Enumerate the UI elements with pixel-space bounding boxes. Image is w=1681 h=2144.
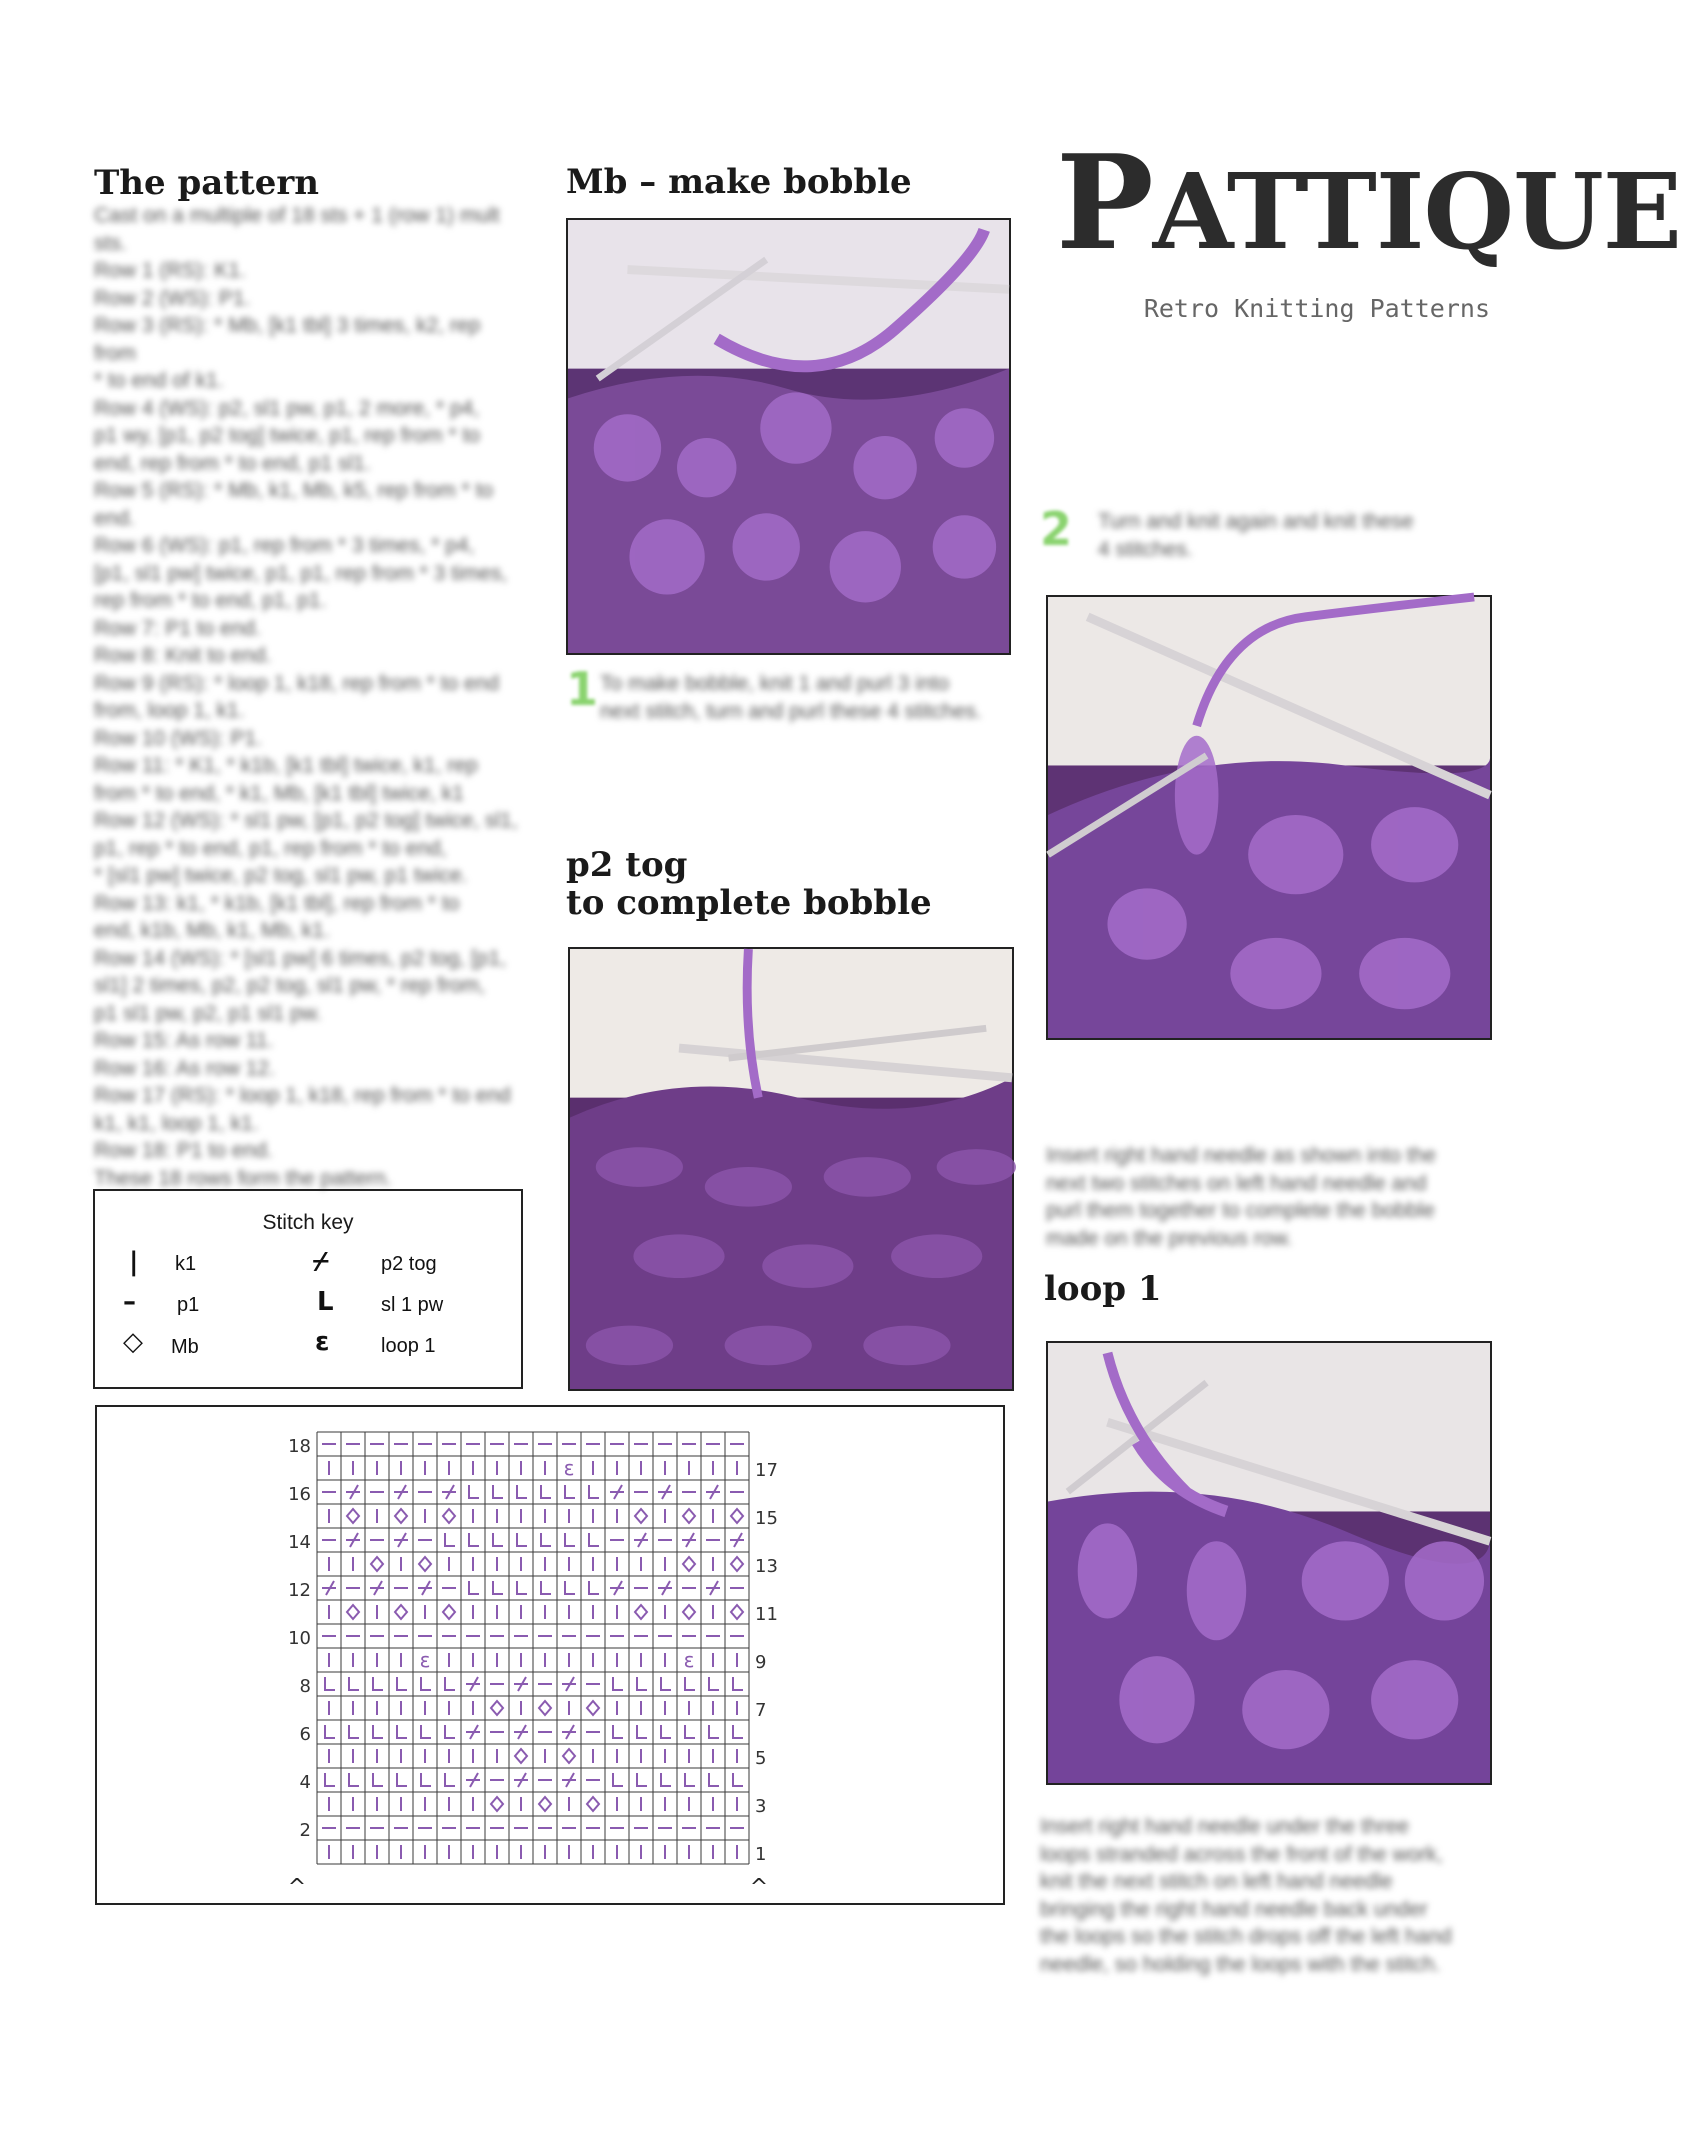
pattern-line: Row 16: As row 12. — [94, 1056, 275, 1080]
sl1pw-stitch — [589, 1533, 599, 1546]
chart-row-label: 6 — [299, 1724, 311, 1745]
sl1pw-stitch — [397, 1677, 407, 1690]
sl1pw-stitch — [541, 1581, 551, 1594]
p2tog-stitch — [562, 1725, 576, 1739]
chart-row-label: 14 — [288, 1532, 311, 1553]
mb-stitch — [587, 1701, 599, 1715]
p2tog-stitch — [682, 1533, 696, 1547]
sl1pw-stitch — [325, 1677, 335, 1690]
pattern-line: Row 2 (WS): P1. — [94, 286, 251, 310]
sl1pw-stitch — [517, 1581, 527, 1594]
stitch-key-label-p1: p1 — [177, 1294, 200, 1316]
mb-stitch — [371, 1557, 383, 1571]
chart-row-label: 4 — [299, 1772, 311, 1793]
sl1pw-stitch — [637, 1725, 647, 1738]
knitting-image — [570, 949, 1012, 1389]
p2tog-stitch — [706, 1581, 720, 1595]
sl1pw-stitch — [517, 1485, 527, 1498]
mb-stitch — [683, 1605, 695, 1619]
mb-stitch — [683, 1509, 695, 1523]
loop1-photo — [1046, 1341, 1492, 1785]
pattern-line: Row 3 (RS): * Mb, [k1 tbl] 3 times, k2, rep from — [94, 314, 481, 365]
mb-stitch — [395, 1605, 407, 1619]
sl1pw-stitch — [661, 1677, 671, 1690]
step-number-1: 1 — [566, 662, 599, 716]
pattern-line: sl1] 2 times, p2, p2 tog, sl1 pw, * rep from, — [94, 974, 486, 997]
loop1-stitch: ε — [683, 1648, 695, 1672]
sl1pw-stitch — [349, 1725, 359, 1738]
sl1pw-stitch — [349, 1677, 359, 1690]
p2tog-stitch — [658, 1485, 672, 1499]
p2tog-stitch — [562, 1677, 576, 1691]
sl1pw-stitch — [493, 1581, 503, 1594]
mb-stitch — [731, 1557, 743, 1571]
p2tog-stitch — [394, 1485, 408, 1499]
sl1pw-stitch — [397, 1773, 407, 1786]
sl1pw-symbol-icon: L — [317, 1287, 334, 1317]
sl1pw-stitch — [325, 1773, 335, 1786]
p2tog-stitch — [466, 1725, 480, 1739]
step2-caption: Turn and knit again and knit these 4 stitches. — [1098, 510, 1414, 561]
p2tog-stitch — [346, 1533, 360, 1547]
sl1pw-stitch — [541, 1485, 551, 1498]
sl1pw-stitch — [709, 1725, 719, 1738]
p2tog-stitch — [466, 1677, 480, 1691]
chart-row-label: 11 — [755, 1604, 778, 1625]
mb-stitch — [491, 1701, 503, 1715]
pattern-line: end, rep from * to end, p1 sl1. — [94, 451, 371, 475]
mb-stitch — [587, 1797, 599, 1811]
p2tog-stitch — [370, 1581, 384, 1595]
sl1pw-stitch — [613, 1773, 623, 1786]
pattern-line: Row 18: P1 to end. — [94, 1139, 273, 1162]
logo-tagline: Retro Knitting Patterns — [1143, 294, 1490, 323]
sl1pw-stitch — [733, 1773, 743, 1786]
mb-photo — [566, 218, 1011, 655]
p2tog-stitch — [706, 1485, 720, 1499]
p2tog-stitch — [322, 1581, 336, 1595]
chart-row-label: 13 — [755, 1556, 778, 1577]
pattern-line: Row 11: * K1, * k1b, [k1 tbl] twice, k1, rep — [94, 754, 478, 777]
sl1pw-stitch — [421, 1677, 431, 1690]
sl1pw-stitch — [541, 1533, 551, 1546]
chart-row-label: 16 — [288, 1484, 311, 1505]
mb-stitch — [635, 1509, 647, 1523]
mb-symbol-icon: ◇ — [123, 1327, 143, 1357]
pattern-line: Row 8: Knit to end. — [94, 644, 272, 667]
step2-photo — [1046, 595, 1492, 1040]
loop1-stitch: ε — [419, 1648, 431, 1672]
pattern-line: * [sl1 pw] twice, p2 tog, sl1 pw, p1 twice. — [94, 864, 468, 887]
sl1pw-stitch — [637, 1677, 647, 1690]
pattern-line: Cast on a multiple of 18 sts + 1 (row 1) mult — [94, 204, 500, 227]
pattern-line: These 18 rows form the pattern. — [94, 1166, 392, 1190]
loop1-symbol-icon: ε — [315, 1327, 330, 1357]
mb-stitch — [683, 1557, 695, 1571]
sl1pw-stitch — [661, 1725, 671, 1738]
sl1pw-stitch — [517, 1533, 527, 1546]
step-number-2: 2 — [1040, 502, 1073, 556]
loop1-stitch: ε — [563, 1456, 575, 1480]
p2tog-symbol-icon: ⌿ — [313, 1247, 329, 1277]
chart-row-label: 3 — [755, 1796, 767, 1817]
sl1pw-stitch — [709, 1773, 719, 1786]
pattern-line: Row 6 (WS): p1, rep from * 3 times, * p4, — [94, 534, 475, 557]
stitch-chart-grid — [97, 1407, 1003, 1903]
sl1pw-stitch — [685, 1773, 695, 1786]
chart-row-label: 7 — [755, 1700, 767, 1721]
pattern-line: p1 wy, [p1, p2 tog] twice, p1, rep from * to — [94, 424, 480, 447]
sl1pw-stitch — [373, 1725, 383, 1738]
mb-stitch — [491, 1797, 503, 1811]
sl1pw-stitch — [637, 1773, 647, 1786]
sl1pw-stitch — [445, 1725, 455, 1738]
sl1pw-stitch — [565, 1485, 575, 1498]
pattern-line: Row 4 (WS): p2, sl1 pw, p1, 2 more, * p4, — [94, 396, 480, 420]
p2tog-stitch — [442, 1485, 456, 1499]
sl1pw-stitch — [589, 1485, 599, 1498]
chart-row-label: 2 — [299, 1820, 311, 1841]
sl1pw-stitch — [421, 1773, 431, 1786]
mb-stitch — [635, 1605, 647, 1619]
pattern-line: k1, k1, loop 1, k1. — [94, 1111, 259, 1135]
pattern-line: Row 5 (RS): * Mb, k1, Mb, k5, rep from * to — [94, 479, 494, 502]
pattern-line: end, k1b, Mb, k1, Mb, k1. — [94, 919, 330, 942]
mb-stitch — [395, 1509, 407, 1523]
chart-row-label: 5 — [755, 1748, 767, 1769]
sl1pw-stitch — [661, 1773, 671, 1786]
knitting-image — [568, 220, 1009, 653]
sl1pw-stitch — [349, 1773, 359, 1786]
sl1pw-stitch — [493, 1485, 503, 1498]
stitch-key-label-p2tog: p2 tog — [381, 1253, 437, 1275]
pattern-line: sts. — [94, 231, 127, 255]
knitting-image — [1048, 1343, 1490, 1783]
mb-caption: To make bobble, knit 1 and purl 3 into next stitch, turn and purl these 4 stitches. — [600, 672, 982, 723]
stitch-key — [93, 1189, 523, 1389]
sl1pw-stitch — [565, 1533, 575, 1546]
p2tog-paragraph: Insert right hand needle as shown into the next two stitches on left hand needle and purl them together to complete the bobble made on the previous row. — [1046, 1144, 1436, 1250]
sl1pw-stitch — [445, 1533, 455, 1546]
pattern-line: Row 15: As row 11. — [94, 1029, 274, 1052]
p2tog-stitch — [394, 1533, 408, 1547]
p2tog-stitch — [514, 1677, 528, 1691]
pattern-line: Row 14 (WS): * [sl1 pw] 6 times, p2 tog, [p1, — [94, 946, 506, 970]
p2tog-stitch — [418, 1581, 432, 1595]
pattern-line: Row 10 (WS): P1. — [94, 726, 263, 750]
mb-stitch — [443, 1509, 455, 1523]
p2tog-stitch — [658, 1581, 672, 1595]
chart-row-label: 17 — [755, 1460, 778, 1481]
chart-row-label: 18 — [288, 1436, 311, 1457]
pattern-line: Row 13: k1, * k1b, [k1 tbl], rep from * to — [94, 891, 460, 915]
mb-stitch — [539, 1797, 551, 1811]
pattern-line: p1 sl1 pw, p2, p1 sl1 pw. — [94, 1001, 322, 1025]
pattern-line: * to end of k1. — [94, 369, 224, 392]
chart-row-label: 10 — [288, 1628, 311, 1649]
sl1pw-stitch — [469, 1533, 479, 1546]
loop1-heading: loop 1 — [1044, 1269, 1162, 1309]
loop1-caption: Insert right hand needle under the three loops stranded across the front of the work, knit the next stitch on left hand needle bringing the right hand needle back under the loops so the stitch drops off the left hand needle, so holding the loops with the stitch. — [1040, 1815, 1452, 1976]
p2tog-photo — [568, 947, 1014, 1391]
stitch-key-label-k1: k1 — [175, 1253, 197, 1275]
p2tog-stitch — [466, 1773, 480, 1787]
repeat-marker: ^ — [749, 1875, 769, 1900]
sl1pw-stitch — [613, 1725, 623, 1738]
repeat-marker: ^ — [287, 1875, 307, 1900]
sl1pw-stitch — [685, 1725, 695, 1738]
mb-stitch — [563, 1749, 575, 1763]
pattern-line: Row 12 (WS): * sl1 pw, [p1, p2 tog] twice, sl1, — [94, 809, 518, 832]
sl1pw-stitch — [469, 1581, 479, 1594]
mb-stitch — [731, 1605, 743, 1619]
sl1pw-stitch — [733, 1725, 743, 1738]
mb-heading: Mb – make bobble — [566, 162, 912, 202]
stitch-key-label-loop1: loop 1 — [381, 1335, 436, 1357]
sl1pw-stitch — [397, 1725, 407, 1738]
mb-stitch — [443, 1605, 455, 1619]
pattern-line: from * to end, * k1, Mb, [k1 tbl] twice, k1 — [94, 781, 464, 805]
chart-row-label: 1 — [755, 1844, 767, 1865]
p2tog-stitch — [610, 1581, 624, 1595]
p2tog-stitch — [634, 1533, 648, 1547]
mb-stitch — [515, 1749, 527, 1763]
sl1pw-stitch — [373, 1773, 383, 1786]
chart-row-label: 9 — [755, 1652, 767, 1673]
sl1pw-stitch — [325, 1725, 335, 1738]
sl1pw-stitch — [445, 1677, 455, 1690]
sl1pw-stitch — [709, 1677, 719, 1690]
sl1pw-stitch — [565, 1581, 575, 1594]
sl1pw-stitch — [589, 1581, 599, 1594]
sl1pw-stitch — [493, 1533, 503, 1546]
sl1pw-stitch — [445, 1773, 455, 1786]
p2tog-stitch — [562, 1773, 576, 1787]
mb-stitch — [419, 1557, 431, 1571]
sl1pw-stitch — [373, 1677, 383, 1690]
k1-symbol-icon: | — [129, 1247, 139, 1277]
chart-row-label: 12 — [288, 1580, 311, 1601]
mb-stitch — [731, 1509, 743, 1523]
mb-stitch — [539, 1701, 551, 1715]
knitting-image — [1048, 597, 1490, 1038]
pattique-logo — [1050, 126, 1681, 340]
pattern-line: Row 1 (RS): K1. — [94, 259, 246, 282]
p2tog-stitch — [610, 1485, 624, 1499]
mb-stitch — [347, 1509, 359, 1523]
p2tog-heading: p2 tog to complete bobble — [566, 845, 932, 923]
p2tog-stitch — [730, 1533, 744, 1547]
pattern-line: rep from * to end, p1, p1. — [94, 589, 327, 612]
stitch-chart — [95, 1405, 1005, 1905]
pattern-line: Row 9 (RS): * loop 1, k18, rep from * to end — [94, 671, 500, 695]
logo-wordmark: PATTIQUE — [1056, 126, 1681, 279]
p1-symbol-icon: – — [123, 1287, 136, 1317]
pattern-instructions — [94, 202, 524, 1192]
sl1pw-stitch — [613, 1677, 623, 1690]
pattern-line: Row 7: P1 to end. — [94, 616, 261, 640]
stitch-key-label-sl1pw: sl 1 pw — [381, 1294, 444, 1316]
sl1pw-stitch — [685, 1677, 695, 1690]
pattern-line: Row 17 (RS): * loop 1, k18, rep from * to end — [94, 1084, 511, 1107]
sl1pw-stitch — [421, 1725, 431, 1738]
stitch-key-label-mb: Mb — [171, 1336, 199, 1358]
chart-row-label: 8 — [299, 1676, 311, 1697]
sl1pw-stitch — [733, 1677, 743, 1690]
stitch-key-title: Stitch key — [262, 1211, 354, 1234]
pattern-line: [p1, sl1 pw] twice, p1, p1, rep from * 3 times, — [94, 561, 508, 585]
pattern-line: from, loop 1, k1. — [94, 699, 245, 722]
p2tog-stitch — [514, 1725, 528, 1739]
pattern-line: p1, rep * to end, p1, rep from * to end, — [94, 836, 447, 860]
chart-row-label: 15 — [755, 1508, 778, 1529]
p2tog-stitch — [346, 1485, 360, 1499]
pattern-line: end. — [94, 506, 135, 530]
sl1pw-stitch — [469, 1485, 479, 1498]
mb-stitch — [347, 1605, 359, 1619]
p2tog-stitch — [514, 1773, 528, 1787]
pattern-heading: The pattern — [94, 163, 319, 203]
